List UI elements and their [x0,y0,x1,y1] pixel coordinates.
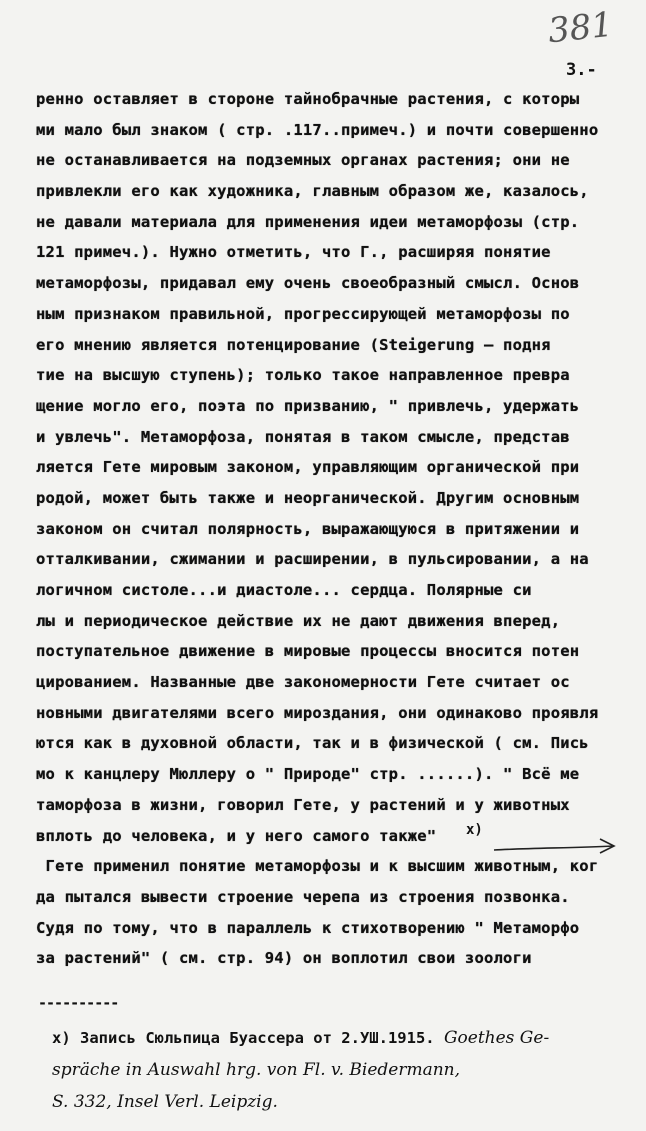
archive-page-number: 381 [546,4,615,52]
page-number: 3.- [566,60,597,80]
text-line: тие на высшую ступень); только такое направленное превра [36,366,570,385]
text-line: поступательное движение в мировые процессы вносится потен [36,642,580,661]
text-line: да пытался вывести строение черепа из строения позвонка. [36,887,570,906]
text-line: законом он считал полярность, выражающуюся в притяжении и [36,519,580,538]
footnote-line-3: S. 332, Insel Verl. Leipzig. [52,1092,278,1112]
text-line: ным признаком правильной, прогрессирующей метаморфозы по [36,304,570,323]
text-line: не давали материала для применения идеи метаморфозы (стр. [36,212,580,231]
footnote-separator: ---------- [38,994,119,1012]
text-line: таморфоза в жизни, говорил Гете, у растений и у животных [36,795,570,814]
text-line: ются как в духовной области, так и в физической ( см. Пись [36,734,589,753]
text-line: щение могло его, поэта по призванию, " привлечь, удержать [36,396,580,415]
text-line: его мнению является потенцирование (Steigerung — подня [36,335,551,354]
arrow-icon [492,836,618,858]
text-line: отталкивании, сжимании и расширении, в пульсировании, а на [36,550,589,569]
text-line: не останавливается на подземных органах растения; они не [36,151,570,170]
text-line: лы и периодическое действие их не дают движения вперед, [36,611,561,630]
text-line: 121 примеч.). Нужно отметить, что Г., расширяя понятие [36,243,551,262]
footnote-handwritten-text: Goethes Ge- [443,1028,550,1048]
text-line: метаморфозы, придавал ему очень своеобразный смысл. Основ [36,274,580,293]
text-line: и увлечь". Метаморфоза, понятая в таком смысле, представ [36,427,570,446]
footnote-typed-text: х) Запись Сюльпица Буассера от 2.УШ.1915. [52,1029,435,1047]
text-line: Судя по тому, что в параллель к стихотворению " Метаморфо [36,918,580,937]
text-line: мо к канцлеру Мюллеру о " Природе" стр. ......). " Всё ме [36,765,580,784]
text-line: вплоть до человека, и у него самого также" [36,826,437,845]
text-line: привлекли его как художника, главным образом же, казалось, [36,182,589,201]
footnote-marker: x) [466,822,483,838]
text-line: ми мало был знаком ( стр. .117..примеч.) и почти совершенно [36,120,599,139]
footnote-line-1 [52,1028,642,1048]
text-line: логичном систоле...и диастоле... сердца. Полярные си [36,581,532,599]
text-line: цированием. Названные две закономерности Гете считает ос [36,673,570,692]
text-line: Гете применил понятие метаморфозы и к высшим животным, ког [36,857,599,876]
text-line: родой, может быть также и неорганической. Другим основным [36,488,580,507]
text-line: ренно оставляет в стороне тайнобрачные растения, с которы [36,90,580,108]
text-line: за растений" ( см. стр. 94) он воплотил свои зоологи [36,949,532,968]
text-line: ляется Гете мировым законом, управляющим органической при [36,458,580,477]
text-line: новными двигателями всего мироздания, они одинаково проявля [36,703,599,722]
footnote-line-2: spräche in Auswahl hrg. von Fl. v. Biedermann, [52,1060,461,1080]
